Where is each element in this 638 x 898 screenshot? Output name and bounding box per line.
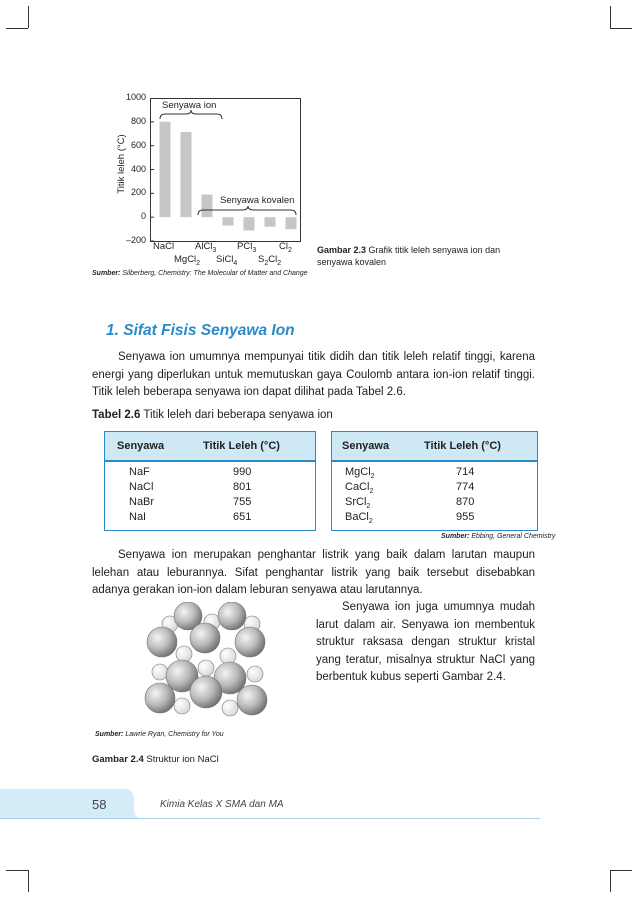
- table-caption-text: Titik leleh dari beberapa senyawa ion: [140, 409, 333, 421]
- covalent-brace: [198, 206, 296, 215]
- melting-point-value: 990: [233, 466, 252, 478]
- chart-plot-area: [150, 98, 302, 243]
- y-tick-label: 0: [140, 211, 146, 222]
- table-right: [331, 431, 538, 531]
- bar-alcl3: [202, 195, 213, 218]
- caption-label: Gambar 2.4: [92, 754, 144, 765]
- paragraph-3: Senyawa ion juga umumnya mudah larut dalam air. Senyawa ion membentuk struktur raksasa dengan struktur kristal yang teratur, misalnya struktur NaCl yang berbentuk kubus seperti Gambar 2.4.: [316, 601, 535, 683]
- table-caption-label: Tabel 2.6: [92, 409, 141, 421]
- crop-mark: [28, 6, 29, 28]
- page-number: 58: [92, 797, 107, 812]
- table-caption: [92, 409, 333, 421]
- figure-2-4-caption: [92, 754, 219, 765]
- source-label: Sumber:: [441, 533, 470, 540]
- bar-mgcl2: [181, 132, 192, 217]
- compound-name: CaCl$_2$: [345, 481, 374, 496]
- melting-point-value: 801: [233, 481, 252, 493]
- bar-nacl: [160, 122, 171, 217]
- compound-name: NaF: [129, 466, 150, 478]
- figure-2-3-caption: [317, 244, 532, 268]
- x-tick-label: MgCl$_2$: [174, 254, 201, 267]
- melting-point-value: 651: [233, 511, 252, 523]
- y-tick-label: 1000: [125, 92, 146, 102]
- ionic-brace: [160, 110, 222, 119]
- section-heading: 1. Sifat Fisis Senyawa Ion: [106, 322, 295, 339]
- source-text: Ebbing, General Chemistry: [469, 533, 556, 540]
- crop-mark: [6, 28, 28, 29]
- source-text: Lawrie Ryan, Chemistry for You: [123, 731, 224, 738]
- paragraph-1: Senyawa ion umumnya mempunyai titik didih dan titik leleh relatif tinggi, karena energi yang diperlukan untuk memutuskan gaya Coulomb antara ion-ion relatif tinggi. Titik leleh beberapa senyawa ion dapat dilihat pada Tabel 2.6.: [92, 351, 535, 398]
- compound-name: BaCl$_2$: [345, 511, 373, 526]
- caption-text: Struktur ion NaCl: [143, 754, 219, 765]
- source-text: Silberberg, Chemistry: The Molecular of Matter and Change: [120, 270, 308, 277]
- bar-cl2: [286, 217, 297, 229]
- crop-mark: [610, 6, 611, 28]
- melting-point-value: 774: [456, 481, 475, 493]
- figure-2-3-source: [92, 270, 308, 277]
- caption-label: Gambar 2.3: [317, 245, 367, 255]
- table-left: [104, 431, 316, 531]
- bar-pcl3: [244, 217, 255, 230]
- covalent-group-label: Senyawa kovalen: [220, 195, 295, 206]
- compound-name: NaBr: [129, 496, 155, 508]
- y-tick-label: –200: [125, 235, 146, 245]
- bar-sicl4: [223, 217, 234, 225]
- table-source: [441, 533, 555, 540]
- book-title: Kimia Kelas X SMA dan MA: [160, 799, 284, 810]
- source-label: Sumber:: [92, 270, 121, 277]
- y-axis-label: Titik leleh (°C): [116, 134, 127, 194]
- y-tick-label: 600: [130, 139, 146, 150]
- header-melting-point: Titik Leleh (°C): [424, 440, 501, 452]
- nacl-lattice-illustration: [140, 602, 275, 717]
- x-tick-label: PCl$_3$: [237, 241, 257, 254]
- crop-mark: [610, 28, 632, 29]
- header-melting-point: Titik Leleh (°C): [203, 440, 280, 452]
- y-tick-label: 800: [130, 115, 146, 126]
- melting-point-value: 714: [456, 466, 475, 478]
- footer-band: [0, 789, 638, 819]
- header-compound: Senyawa: [342, 440, 390, 452]
- x-tick-label: NaCl: [153, 241, 175, 252]
- source-label: Sumber:: [95, 731, 124, 738]
- paragraph-2: Senyawa ion merupakan penghantar listrik yang baik dalam larutan maupun lelehan atau leburannya. Sifat penghantar listrik yang baik tersebut disebabkan adanya gerakan ion-ion dalam leburan senyawa atau larutannya.: [92, 549, 535, 596]
- figure-2-4-source: [95, 731, 224, 738]
- compound-name: SrCl$_2$: [345, 496, 371, 511]
- crop-mark: [610, 870, 632, 871]
- melting-point-value: 755: [233, 496, 252, 508]
- crop-mark: [28, 870, 29, 892]
- bar-s2cl2: [265, 217, 276, 227]
- melting-point-value: 870: [456, 496, 475, 508]
- x-tick-label: $Cl_2$: [279, 241, 292, 254]
- y-tick-label: 200: [130, 187, 146, 198]
- x-tick-label: SiCl$_4$: [216, 254, 238, 267]
- header-compound: Senyawa: [117, 440, 165, 452]
- crop-mark: [610, 870, 611, 892]
- ionic-group-label: Senyawa ion: [162, 100, 217, 111]
- x-tick-label: AlCl$_3$: [195, 241, 217, 254]
- caption-text: Grafik titik leleh senyawa ion dan senyawa kovalen: [317, 245, 501, 267]
- crop-mark: [6, 870, 28, 871]
- compound-name: NaCl: [129, 481, 154, 493]
- x-tick-label: $S_2Cl_2$: [258, 254, 282, 267]
- y-tick-label: 400: [130, 163, 146, 174]
- compound-name: MgCl$_2$: [345, 466, 375, 481]
- melting-point-value: 955: [456, 511, 475, 523]
- compound-name: NaI: [129, 511, 147, 523]
